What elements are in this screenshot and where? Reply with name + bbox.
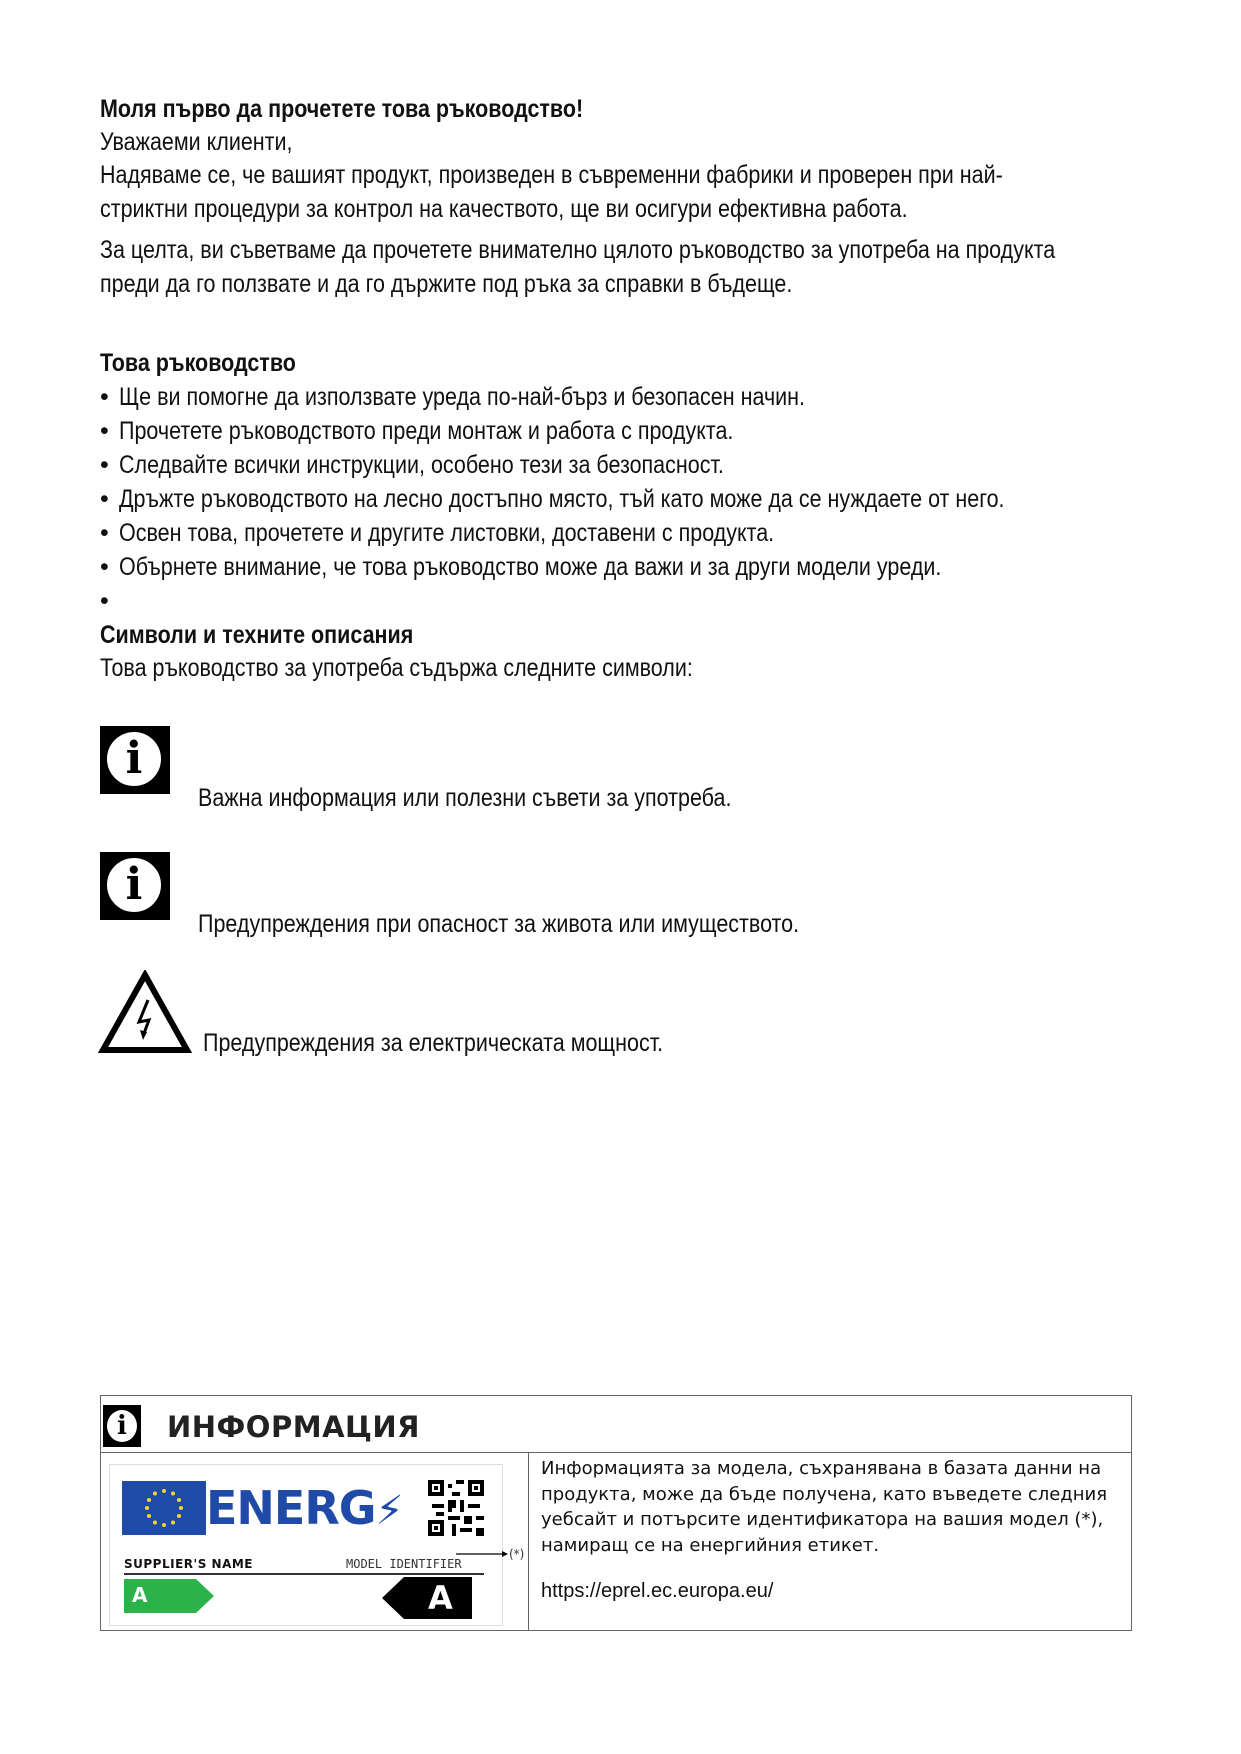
- manual-heading: Това ръководство: [100, 349, 296, 377]
- intro-paragraph-2: За целта, ви съветваме да прочетете внимателно цялото ръководство за употреба на продукта преди да го ползвате и да го държите под ръка за справки в бъдеще.: [100, 236, 1056, 298]
- energy-class-right: A: [428, 1579, 453, 1617]
- intro-title: Моля първо да прочетете това ръководство!: [100, 95, 584, 123]
- supplier-name: SUPPLIER'S NAME: [124, 1557, 253, 1571]
- model-identifier: MODEL IDENTIFIER: [346, 1557, 462, 1571]
- symbol-electric-text: Предупреждения за електрическата мощност.: [203, 1029, 664, 1057]
- symbols-intro: Това ръководство за употреба съдържа следните символи:: [100, 654, 693, 682]
- description-line: уебсайт и потърсите идентификатора на вашия модел (*),: [541, 1509, 1104, 1530]
- energy-class-left: A: [132, 1583, 148, 1607]
- information-title: ИНФОРМАЦИЯ: [167, 1410, 421, 1444]
- description-line: Информацията за модела, съхранявана в базата данни на: [541, 1458, 1102, 1479]
- energy-logo-text: ENERG⚡: [206, 1481, 403, 1535]
- model-note: (*): [509, 1547, 525, 1561]
- list-item: • Ще ви помогне да използвате уреда по-най-бърз и безопасен начин.: [100, 383, 806, 411]
- information-header: [101, 1396, 1131, 1453]
- intro-paragraph-1: Надяваме се, че вашият продукт, произведен в съвременни фабрики и проверен при най- стриктни процедури за контрол на качеството, ще ви осигури ефективна работа.: [100, 161, 1003, 223]
- eprel-url-link[interactable]: https://eprel.ec.europa.eu/: [541, 1580, 774, 1602]
- intro-greeting: Уважаеми клиенти,: [100, 128, 293, 156]
- arrow-pointer-icon: [456, 1548, 508, 1560]
- electric-hazard-icon: [98, 970, 192, 1056]
- eu-flag-icon: [122, 1481, 206, 1535]
- warning-icon: i: [100, 852, 170, 920]
- label-divider: [124, 1573, 484, 1575]
- energy-class-black-arrow: [382, 1577, 472, 1619]
- info-icon: i: [103, 1405, 141, 1447]
- list-item: • Обърнете внимание, че това ръководство може да важи и за други модели уреди.: [100, 553, 942, 581]
- information-description: [541, 1456, 1121, 1603]
- information-box: [100, 1395, 1132, 1631]
- list-item: • Прочетете ръководството преди монтаж и работа с продукта.: [100, 417, 734, 445]
- symbols-heading: Символи и техните описания: [100, 621, 414, 649]
- list-item: • Освен това, прочетете и другите листовки, доставени с продукта.: [100, 519, 775, 547]
- symbol-warning-text: Предупреждения при опасност за живота или имуществото.: [198, 910, 800, 938]
- description-line: намиращ се на енергийния етикет.: [541, 1534, 880, 1556]
- list-item: • Следвайте всички инструкции, особено тези за безопасност.: [100, 451, 724, 479]
- list-item: •: [100, 587, 109, 615]
- manual-bullet-list: [100, 380, 1149, 618]
- energy-label: [109, 1464, 503, 1626]
- info-icon: i: [100, 726, 170, 794]
- description-line: продукта, може да бъде получена, като въведете следния: [541, 1483, 1108, 1505]
- energy-label-panel: [101, 1452, 529, 1630]
- list-item: • Дръжте ръководството на лесно достъпно място, тъй като може да се нуждаете от него.: [100, 485, 1005, 513]
- symbol-info-text: Важна информация или полезни съвети за употреба.: [198, 784, 732, 812]
- qr-code-icon: [428, 1479, 484, 1537]
